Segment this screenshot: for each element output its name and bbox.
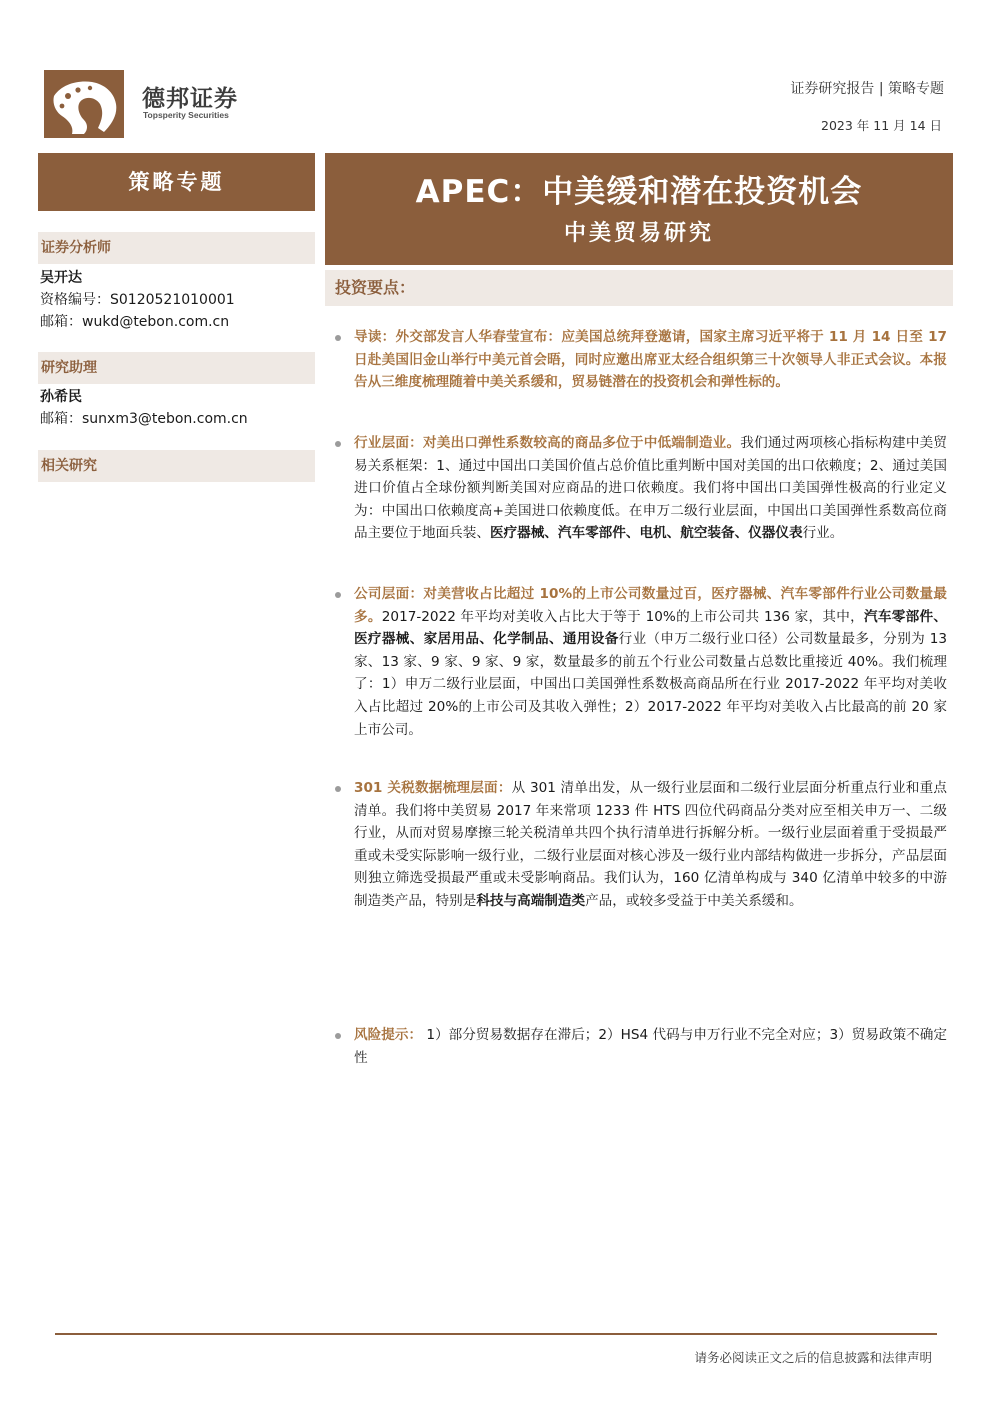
point-industry-body: 我们通过两项核心指标构建中美贸易关系框架：1、通过中国出口美国价值占总价值比重判断中国对美国的出口依赖度；2、通过美国进口价值占全球份额判断美国对应商品的进口依赖度。我们将中国出口美国弹性极高的行业定义为：中国出口依赖度高+美国进口依赖度低。在申万二级行业层面，中国出口美国弹性系数高位商品主要位于地面兵装、: [354, 435, 948, 542]
point-tariff-bold: 科技与高端制造类: [476, 892, 586, 909]
report-title: APEC：中美缓和潜在投资机会: [415, 174, 863, 210]
point-risk-body: 1）部分贸易数据存在滞后；2）HS4 代码与申万行业不完全对应；3）贸易政策不确定性: [354, 1027, 947, 1066]
analyst-section-heading: 证券分析师: [38, 232, 315, 264]
point-industry: [335, 432, 947, 545]
analyst-name: 吴开达: [40, 270, 82, 286]
point-tariff: [335, 777, 947, 913]
point-industry-bold: 医疗器械、汽车零部件、电机、航空装备、仪器仪表: [489, 525, 803, 542]
point-company-lead: 公司层面：对美营收占比超过 10%的上市公司数量过百，医疗器械、汽车零部件行业公司数量最多。: [354, 586, 947, 625]
company-logo: [44, 70, 254, 140]
point-intro: [335, 326, 947, 394]
category-banner: 策略专题: [38, 153, 315, 211]
point-risk: [335, 1024, 947, 1069]
leopard-logo-icon: [44, 70, 124, 138]
point-company-body2: 行业（申万二级行业口径）公司数量最多，分别为 13 家、13 家、9 家、9 家、9 家，数量最多的前五个行业公司数量占总数比重接近 40%。我们梳理了：1）申万二级行业层面，中国出口美国弹性系数极高商品所在行业 2017-2022 年平均对美收入占比超过 20%的上市公司及其收入弹性；2）2017-2022 年平均对美收入占比最高的前 20 家上市公司。: [354, 631, 948, 738]
key-points-heading: 投资要点：: [325, 270, 953, 306]
point-tariff-body1: 从 301 清单出发，从一级行业层面和二级行业层面分析重点行业和重点清单。我们将中美贸易 2017 年来常项 1233 件 HTS 四位代码商品分类对应至相关申万一、二级行业，从而对贸易摩擦三轮关税清单共四个执行清单进行拆解分析。一级行业层面着重于受损最严重或未受实际影响一级行业，二级行业层面对核心涉及一级行业内部结构做进一步拆分，产品层面则独立筛选受损最严重或未受影响商品。我们认为，160 亿清单构成与 340 亿清单中较多的中游制造类产品，特别是: [354, 780, 947, 909]
report-type: 证券研究报告 | 策略专题: [790, 81, 944, 97]
footer-divider: [55, 1333, 937, 1335]
point-risk-lead: 风险提示：: [354, 1027, 423, 1043]
point-industry-lead: 行业层面：对美出口弹性系数较高的商品多位于中低端制造业。: [354, 435, 741, 451]
assistant-name: 孙希民: [40, 389, 82, 405]
logo-name-cn: 德邦证券: [142, 86, 238, 112]
assistant-email[interactable]: 邮箱：sunxm3@tebon.com.cn: [40, 411, 248, 427]
point-industry-tail: 行业。: [802, 525, 844, 542]
logo-name-en: Topsperity Securities: [143, 110, 229, 120]
footer-disclaimer[interactable]: 请务必阅读正文之后的信息披露和法律声明: [694, 1350, 932, 1365]
point-tariff-body2: 产品，或较多受益于中美关系缓和。: [585, 892, 803, 909]
analyst-email[interactable]: 邮箱：wukd@tebon.com.cn: [40, 314, 230, 330]
point-company: [335, 583, 947, 741]
report-date: 2023 年 11 月 14 日: [821, 118, 942, 133]
point-tariff-lead: 301 关税数据梳理层面：: [354, 780, 512, 796]
point-company-body1: 2017-2022 年平均对美收入占比大于等于 10%的上市公司共 136 家，其中，: [381, 608, 864, 625]
analyst-info: [40, 267, 235, 333]
title-banner: [325, 153, 953, 265]
report-subtitle: 中美贸易研究: [563, 220, 714, 246]
point-intro-text: 导读：外交部发言人华春莹宣布：应美国总统拜登邀请，国家主席习近平将于 11 月 14 日至 17 日赴美国旧金山举行中美元首会晤，同时应邀出席亚太经合组织第三十次领导人非正式会议。本报告从三维度梳理随着中美关系缓和，贸易链潜在的投资机会和弹性标的。: [354, 329, 947, 391]
related-research-heading: 相关研究: [38, 450, 315, 482]
point-company-bold: 汽车零部件、医疗器械、家居用品、化学制品、通用设备: [354, 608, 948, 648]
assistant-section-heading: 研究助理: [38, 352, 315, 384]
analyst-cert: 资格编号：S0120521010001: [40, 292, 235, 308]
assistant-info: [40, 386, 248, 430]
